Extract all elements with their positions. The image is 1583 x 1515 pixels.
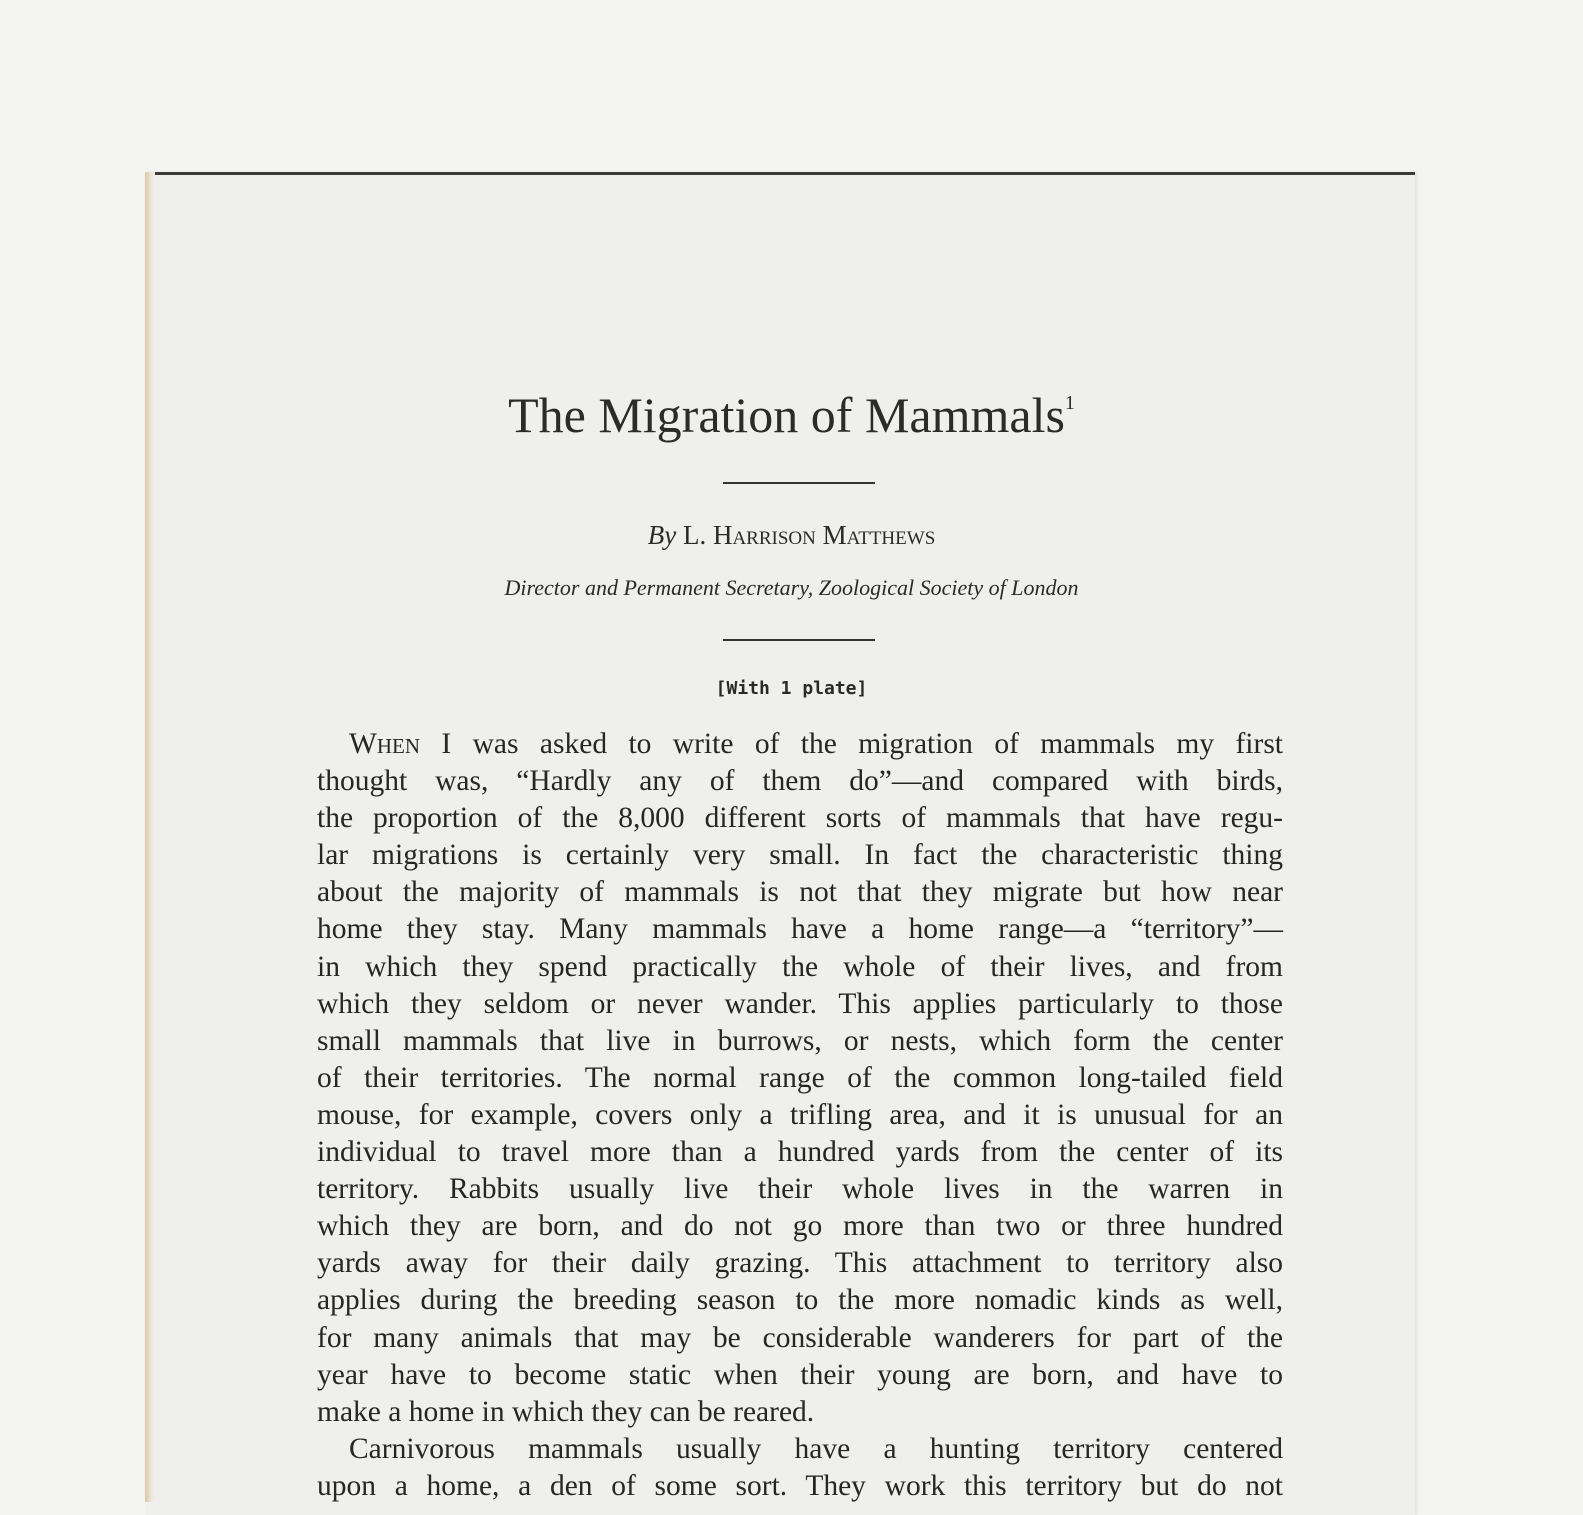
divider-rule — [723, 482, 875, 484]
byline-prefix: By — [647, 520, 677, 550]
first-word: When — [349, 728, 421, 760]
body-line: which they seldom or never wander. This applies particularly to those — [317, 987, 1283, 1020]
body-line: year have to become static when their young are born, and have to — [317, 1358, 1283, 1391]
plate-note: [With 1 plate] — [715, 678, 868, 699]
body-line: territory. Rabbits usually live their whole lives in the warren in — [317, 1173, 1283, 1206]
body-line: the proportion of the 8,000 different sorts of mammals that have regu- — [317, 802, 1283, 835]
divider-rule — [723, 639, 875, 641]
body-line: which they are born, and do not go more than two or three hundred — [317, 1210, 1283, 1243]
body-line: for many animals that may be considerable wanderers for part of the — [317, 1321, 1283, 1354]
article-body — [317, 726, 1283, 1505]
author-name: L. Harrison Matthews — [682, 520, 936, 550]
torn-binding-edge — [145, 172, 155, 1502]
body-line: yards away for their daily grazing. This attachment to territory also — [317, 1247, 1283, 1280]
body-line: in which they spend practically the whole of their lives, and from — [317, 950, 1283, 983]
body-line: about the majority of mammals is not that they migrate but how near — [317, 876, 1283, 909]
body-line: make a home in which they can be reared. — [317, 1395, 815, 1428]
body-line: upon a home, a den of some sort. They work this territory but do not — [317, 1469, 1283, 1502]
body-line — [317, 726, 1283, 763]
footnote-mark: 1 — [1064, 392, 1075, 414]
line-text: I was asked to write of the migration of mammals my first — [420, 728, 1283, 760]
title-text: The Migration of Mammals — [508, 387, 1065, 443]
body-line: of their territories. The normal range of the common long-tailed field — [317, 1061, 1283, 1094]
body-line: home they stay. Many mammals have a home range—a “territory”— — [317, 913, 1283, 946]
body-line: Carnivorous mammals usually have a hunting territory centered — [349, 1432, 1283, 1465]
body-line: thought was, “Hardly any of them do”—and compared with birds, — [317, 765, 1283, 798]
body-line: applies during the breeding season to the more nomadic kinds as well, — [317, 1284, 1283, 1317]
article-title — [0, 386, 1583, 444]
body-line: small mammals that live in burrows, or nests, which form the center — [317, 1024, 1283, 1057]
byline — [0, 520, 1583, 551]
body-line: individual to travel more than a hundred yards from the center of its — [317, 1136, 1283, 1169]
body-line: mouse, for example, covers only a trifling area, and it is unusual for an — [317, 1098, 1283, 1131]
body-line: lar migrations is certainly very small. In fact the characteristic thing — [317, 839, 1283, 872]
author-affiliation: Director and Permanent Secretary, Zoological Society of London — [504, 575, 1079, 600]
